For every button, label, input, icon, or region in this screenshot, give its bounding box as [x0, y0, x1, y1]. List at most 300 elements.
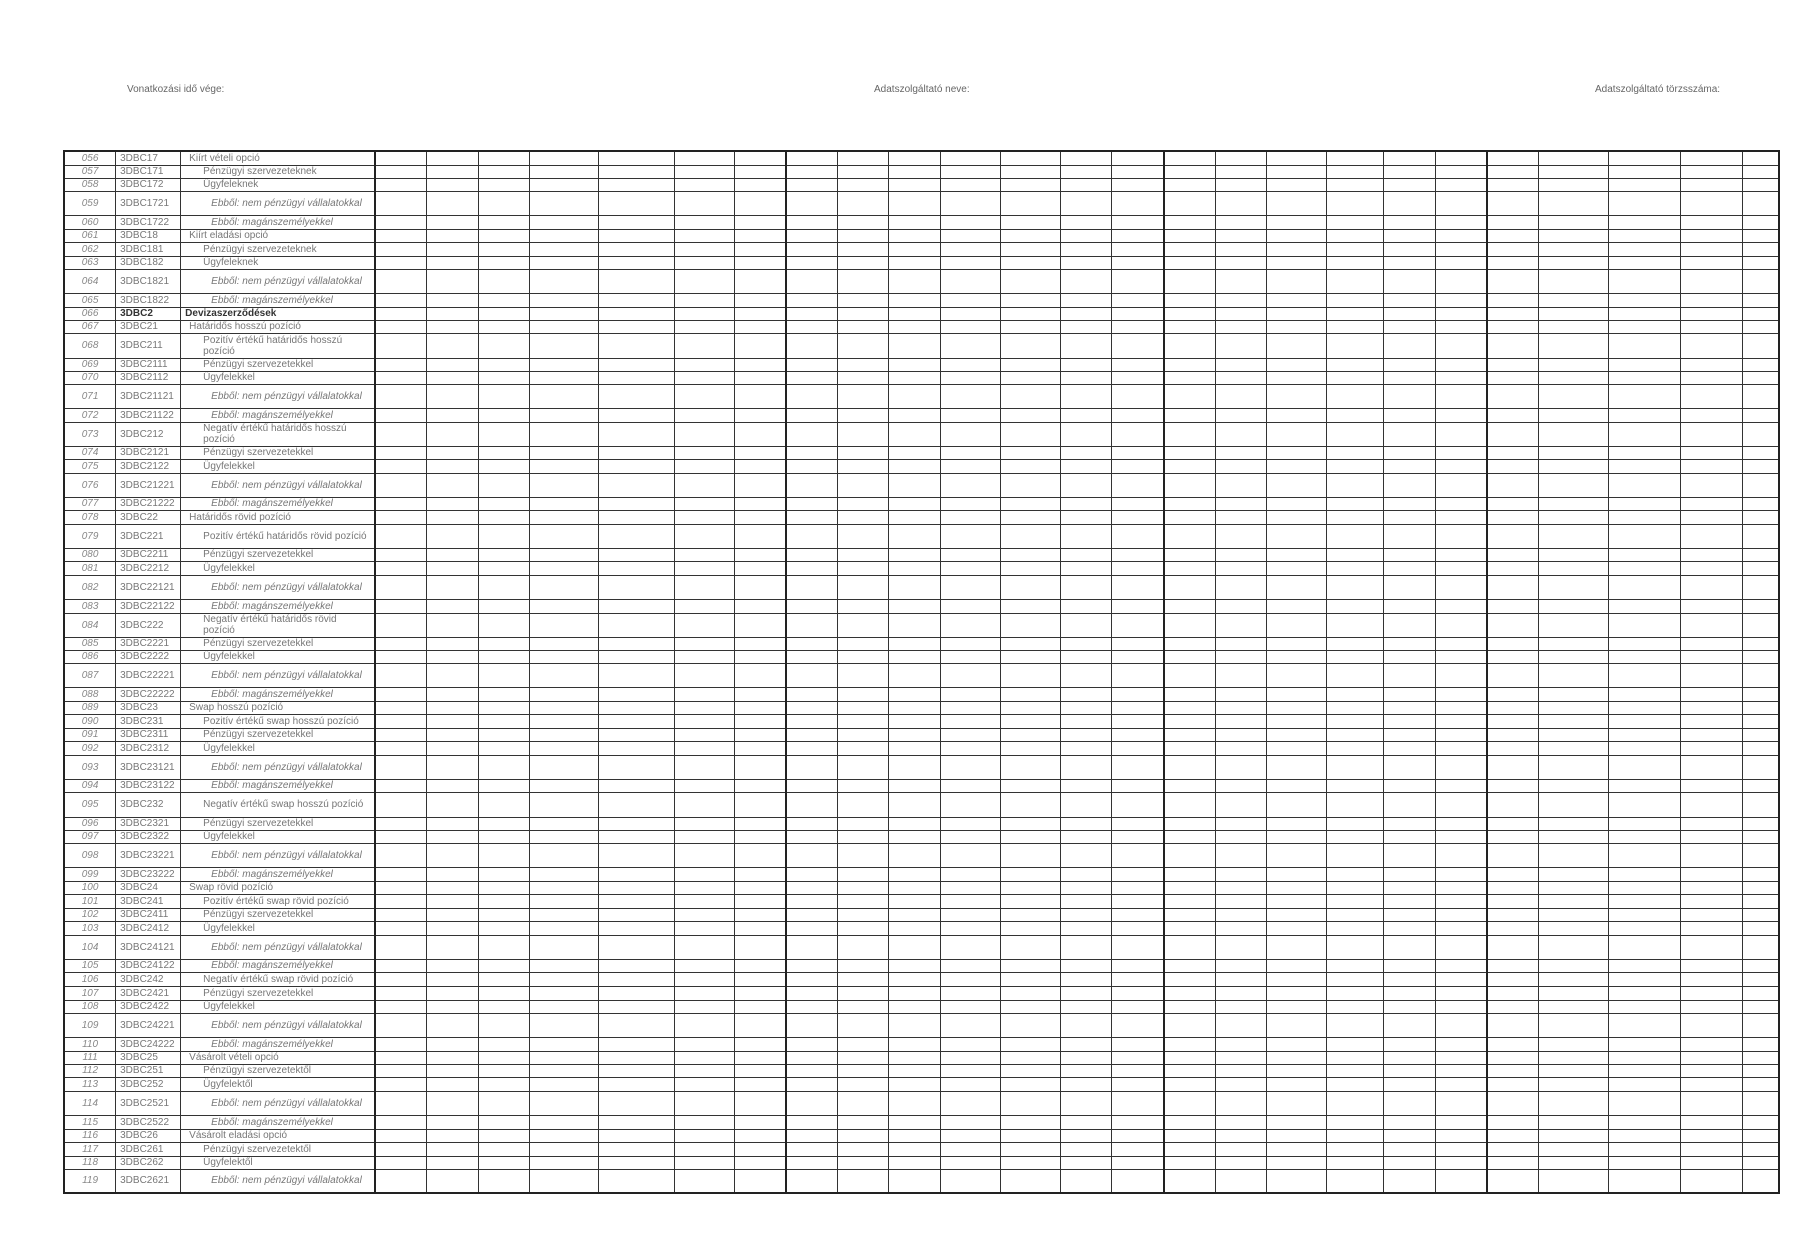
value-cell[interactable] [1435, 408, 1487, 422]
value-cell[interactable] [1000, 1013, 1060, 1037]
value-cell[interactable] [1164, 242, 1216, 256]
value-cell[interactable] [1000, 1064, 1060, 1077]
value-cell[interactable] [1538, 165, 1608, 178]
value-cell[interactable] [1681, 1169, 1743, 1193]
value-cell[interactable] [1538, 215, 1608, 229]
value-cell[interactable] [1215, 333, 1267, 358]
value-cell[interactable] [1327, 575, 1384, 599]
value-cell[interactable] [786, 779, 838, 792]
value-cell[interactable] [1327, 1091, 1384, 1115]
value-cell[interactable] [1609, 972, 1681, 986]
value-cell[interactable] [1112, 561, 1164, 575]
value-cell[interactable] [1060, 714, 1112, 728]
value-cell[interactable] [1000, 650, 1060, 663]
value-cell[interactable] [1215, 792, 1267, 817]
value-cell[interactable] [530, 908, 599, 921]
value-cell[interactable] [1383, 548, 1435, 561]
value-cell[interactable] [375, 178, 427, 191]
value-cell[interactable] [889, 307, 941, 320]
value-cell[interactable] [837, 894, 889, 908]
value-cell[interactable] [1164, 867, 1216, 881]
value-cell[interactable] [1112, 755, 1164, 779]
value-cell[interactable] [1383, 269, 1435, 293]
value-cell[interactable] [1327, 510, 1384, 524]
value-cell[interactable] [530, 650, 599, 663]
value-cell[interactable] [1435, 510, 1487, 524]
value-cell[interactable] [1164, 741, 1216, 755]
value-cell[interactable] [478, 1013, 530, 1037]
value-cell[interactable] [1435, 358, 1487, 371]
value-cell[interactable] [478, 446, 530, 459]
value-cell[interactable] [1609, 741, 1681, 755]
value-cell[interactable] [1267, 459, 1327, 473]
value-cell[interactable] [1164, 510, 1216, 524]
value-cell[interactable] [1435, 473, 1487, 497]
value-cell[interactable] [1215, 701, 1267, 714]
value-cell[interactable] [941, 843, 1001, 867]
value-cell[interactable] [1435, 881, 1487, 894]
value-cell[interactable] [1164, 320, 1216, 333]
value-cell[interactable] [1112, 371, 1164, 384]
value-cell[interactable] [1000, 384, 1060, 408]
value-cell[interactable] [1538, 1156, 1608, 1169]
value-cell[interactable] [1538, 178, 1608, 191]
value-cell[interactable] [375, 843, 427, 867]
value-cell[interactable] [1215, 459, 1267, 473]
value-cell[interactable] [1435, 714, 1487, 728]
value-cell[interactable] [1112, 191, 1164, 215]
value-cell[interactable] [1609, 894, 1681, 908]
value-cell[interactable] [1060, 229, 1112, 242]
value-cell[interactable] [1487, 256, 1539, 269]
value-cell[interactable] [837, 561, 889, 575]
value-cell[interactable] [1327, 1037, 1384, 1051]
value-cell[interactable] [478, 510, 530, 524]
value-cell[interactable] [1538, 843, 1608, 867]
value-cell[interactable] [1383, 575, 1435, 599]
value-cell[interactable] [734, 908, 786, 921]
value-cell[interactable] [786, 1051, 838, 1064]
value-cell[interactable] [1435, 1115, 1487, 1129]
value-cell[interactable] [889, 728, 941, 741]
value-cell[interactable] [1681, 817, 1743, 830]
value-cell[interactable] [941, 561, 1001, 575]
value-cell[interactable] [426, 1142, 478, 1156]
value-cell[interactable] [941, 637, 1001, 650]
value-cell[interactable] [1681, 1051, 1743, 1064]
value-cell[interactable] [1435, 663, 1487, 687]
value-cell[interactable] [837, 1115, 889, 1129]
value-cell[interactable] [375, 524, 427, 548]
value-cell[interactable] [734, 575, 786, 599]
value-cell[interactable] [1487, 422, 1539, 446]
value-cell[interactable] [1487, 178, 1539, 191]
value-cell[interactable] [599, 1142, 674, 1156]
value-cell[interactable] [1215, 894, 1267, 908]
value-cell[interactable] [1743, 497, 1779, 510]
value-cell[interactable] [1112, 663, 1164, 687]
value-cell[interactable] [1538, 921, 1608, 935]
value-cell[interactable] [1435, 741, 1487, 755]
value-cell[interactable] [1538, 293, 1608, 307]
value-cell[interactable] [1743, 687, 1779, 701]
value-cell[interactable] [889, 1013, 941, 1037]
value-cell[interactable] [1743, 561, 1779, 575]
value-cell[interactable] [674, 473, 734, 497]
value-cell[interactable] [530, 422, 599, 446]
value-cell[interactable] [1609, 687, 1681, 701]
value-cell[interactable] [530, 1037, 599, 1051]
value-cell[interactable] [1267, 921, 1327, 935]
value-cell[interactable] [1743, 178, 1779, 191]
value-cell[interactable] [1681, 1156, 1743, 1169]
value-cell[interactable] [1267, 408, 1327, 422]
value-cell[interactable] [1609, 1077, 1681, 1091]
value-cell[interactable] [889, 561, 941, 575]
value-cell[interactable] [1435, 215, 1487, 229]
value-cell[interactable] [1609, 935, 1681, 959]
value-cell[interactable] [1327, 728, 1384, 741]
value-cell[interactable] [1327, 191, 1384, 215]
value-cell[interactable] [530, 701, 599, 714]
value-cell[interactable] [1487, 1156, 1539, 1169]
value-cell[interactable] [530, 229, 599, 242]
value-cell[interactable] [837, 881, 889, 894]
value-cell[interactable] [1681, 687, 1743, 701]
value-cell[interactable] [1538, 242, 1608, 256]
value-cell[interactable] [1383, 510, 1435, 524]
value-cell[interactable] [1743, 1169, 1779, 1193]
value-cell[interactable] [1743, 701, 1779, 714]
value-cell[interactable] [1000, 215, 1060, 229]
value-cell[interactable] [1681, 921, 1743, 935]
value-cell[interactable] [1267, 151, 1327, 165]
value-cell[interactable] [599, 714, 674, 728]
value-cell[interactable] [599, 986, 674, 1000]
value-cell[interactable] [1743, 307, 1779, 320]
value-cell[interactable] [1327, 714, 1384, 728]
value-cell[interactable] [1609, 497, 1681, 510]
value-cell[interactable] [941, 1169, 1001, 1193]
value-cell[interactable] [1267, 599, 1327, 613]
value-cell[interactable] [375, 894, 427, 908]
value-cell[interactable] [1538, 755, 1608, 779]
value-cell[interactable] [674, 894, 734, 908]
value-cell[interactable] [426, 894, 478, 908]
value-cell[interactable] [1383, 650, 1435, 663]
value-cell[interactable] [1060, 215, 1112, 229]
value-cell[interactable] [1487, 561, 1539, 575]
value-cell[interactable] [1487, 817, 1539, 830]
value-cell[interactable] [1383, 1169, 1435, 1193]
value-cell[interactable] [941, 408, 1001, 422]
value-cell[interactable] [1164, 269, 1216, 293]
value-cell[interactable] [478, 561, 530, 575]
value-cell[interactable] [1743, 908, 1779, 921]
value-cell[interactable] [530, 1013, 599, 1037]
value-cell[interactable] [1060, 741, 1112, 755]
value-cell[interactable] [1743, 269, 1779, 293]
value-cell[interactable] [1609, 269, 1681, 293]
value-cell[interactable] [1435, 972, 1487, 986]
value-cell[interactable] [478, 242, 530, 256]
value-cell[interactable] [1681, 561, 1743, 575]
value-cell[interactable] [1215, 510, 1267, 524]
value-cell[interactable] [1435, 1037, 1487, 1051]
value-cell[interactable] [1267, 1129, 1327, 1142]
value-cell[interactable] [1487, 959, 1539, 972]
value-cell[interactable] [734, 307, 786, 320]
value-cell[interactable] [674, 151, 734, 165]
value-cell[interactable] [1164, 1000, 1216, 1013]
value-cell[interactable] [1267, 843, 1327, 867]
value-cell[interactable] [1609, 613, 1681, 637]
value-cell[interactable] [1164, 307, 1216, 320]
value-cell[interactable] [375, 1115, 427, 1129]
value-cell[interactable] [674, 1013, 734, 1037]
value-cell[interactable] [1435, 1051, 1487, 1064]
value-cell[interactable] [1000, 894, 1060, 908]
value-cell[interactable] [599, 1000, 674, 1013]
value-cell[interactable] [1000, 613, 1060, 637]
value-cell[interactable] [599, 561, 674, 575]
value-cell[interactable] [1609, 663, 1681, 687]
value-cell[interactable] [375, 191, 427, 215]
value-cell[interactable] [1609, 881, 1681, 894]
value-cell[interactable] [1267, 908, 1327, 921]
value-cell[interactable] [530, 1129, 599, 1142]
value-cell[interactable] [1327, 1115, 1384, 1129]
value-cell[interactable] [1060, 473, 1112, 497]
value-cell[interactable] [530, 1000, 599, 1013]
value-cell[interactable] [1000, 867, 1060, 881]
value-cell[interactable] [426, 548, 478, 561]
value-cell[interactable] [1164, 701, 1216, 714]
value-cell[interactable] [1743, 422, 1779, 446]
value-cell[interactable] [786, 613, 838, 637]
value-cell[interactable] [1215, 1064, 1267, 1077]
value-cell[interactable] [674, 1000, 734, 1013]
value-cell[interactable] [375, 714, 427, 728]
value-cell[interactable] [1327, 165, 1384, 178]
value-cell[interactable] [530, 1051, 599, 1064]
value-cell[interactable] [1487, 548, 1539, 561]
value-cell[interactable] [1681, 741, 1743, 755]
value-cell[interactable] [1435, 1077, 1487, 1091]
value-cell[interactable] [1327, 229, 1384, 242]
value-cell[interactable] [1112, 1115, 1164, 1129]
value-cell[interactable] [1060, 1077, 1112, 1091]
value-cell[interactable] [1000, 307, 1060, 320]
value-cell[interactable] [599, 1091, 674, 1115]
value-cell[interactable] [1681, 524, 1743, 548]
value-cell[interactable] [941, 422, 1001, 446]
value-cell[interactable] [1164, 817, 1216, 830]
value-cell[interactable] [1215, 881, 1267, 894]
value-cell[interactable] [1487, 921, 1539, 935]
value-cell[interactable] [530, 1156, 599, 1169]
value-cell[interactable] [1327, 972, 1384, 986]
value-cell[interactable] [426, 599, 478, 613]
value-cell[interactable] [1538, 320, 1608, 333]
value-cell[interactable] [599, 779, 674, 792]
value-cell[interactable] [1609, 473, 1681, 497]
value-cell[interactable] [1681, 867, 1743, 881]
value-cell[interactable] [1060, 408, 1112, 422]
value-cell[interactable] [375, 1051, 427, 1064]
value-cell[interactable] [1609, 1000, 1681, 1013]
value-cell[interactable] [786, 191, 838, 215]
value-cell[interactable] [1743, 1000, 1779, 1013]
value-cell[interactable] [1060, 613, 1112, 637]
value-cell[interactable] [530, 843, 599, 867]
value-cell[interactable] [941, 881, 1001, 894]
value-cell[interactable] [1681, 178, 1743, 191]
value-cell[interactable] [674, 817, 734, 830]
value-cell[interactable] [1327, 358, 1384, 371]
value-cell[interactable] [375, 1169, 427, 1193]
value-cell[interactable] [1609, 714, 1681, 728]
value-cell[interactable] [1487, 408, 1539, 422]
value-cell[interactable] [889, 408, 941, 422]
value-cell[interactable] [674, 358, 734, 371]
value-cell[interactable] [530, 894, 599, 908]
value-cell[interactable] [1112, 307, 1164, 320]
value-cell[interactable] [426, 1000, 478, 1013]
value-cell[interactable] [786, 422, 838, 446]
value-cell[interactable] [1383, 687, 1435, 701]
value-cell[interactable] [837, 256, 889, 269]
value-cell[interactable] [1487, 151, 1539, 165]
value-cell[interactable] [1112, 165, 1164, 178]
value-cell[interactable] [599, 215, 674, 229]
value-cell[interactable] [426, 191, 478, 215]
value-cell[interactable] [1743, 867, 1779, 881]
value-cell[interactable] [426, 510, 478, 524]
value-cell[interactable] [1060, 843, 1112, 867]
value-cell[interactable] [837, 687, 889, 701]
value-cell[interactable] [786, 755, 838, 779]
value-cell[interactable] [599, 613, 674, 637]
value-cell[interactable] [1681, 459, 1743, 473]
value-cell[interactable] [1164, 1013, 1216, 1037]
value-cell[interactable] [1000, 908, 1060, 921]
value-cell[interactable] [1112, 1169, 1164, 1193]
value-cell[interactable] [734, 650, 786, 663]
value-cell[interactable] [1164, 894, 1216, 908]
value-cell[interactable] [1215, 986, 1267, 1000]
value-cell[interactable] [1267, 959, 1327, 972]
value-cell[interactable] [530, 1169, 599, 1193]
value-cell[interactable] [599, 165, 674, 178]
value-cell[interactable] [1435, 561, 1487, 575]
value-cell[interactable] [530, 242, 599, 256]
value-cell[interactable] [734, 894, 786, 908]
value-cell[interactable] [1383, 1156, 1435, 1169]
value-cell[interactable] [1112, 935, 1164, 959]
value-cell[interactable] [1383, 384, 1435, 408]
value-cell[interactable] [1383, 972, 1435, 986]
value-cell[interactable] [478, 1169, 530, 1193]
value-cell[interactable] [1164, 843, 1216, 867]
value-cell[interactable] [426, 1169, 478, 1193]
value-cell[interactable] [1060, 446, 1112, 459]
value-cell[interactable] [478, 779, 530, 792]
value-cell[interactable] [941, 935, 1001, 959]
value-cell[interactable] [375, 473, 427, 497]
value-cell[interactable] [1112, 497, 1164, 510]
value-cell[interactable] [375, 599, 427, 613]
value-cell[interactable] [837, 1169, 889, 1193]
value-cell[interactable] [674, 728, 734, 741]
value-cell[interactable] [837, 333, 889, 358]
value-cell[interactable] [1060, 320, 1112, 333]
value-cell[interactable] [1538, 459, 1608, 473]
value-cell[interactable] [530, 384, 599, 408]
value-cell[interactable] [1112, 959, 1164, 972]
value-cell[interactable] [1000, 986, 1060, 1000]
value-cell[interactable] [1383, 1037, 1435, 1051]
value-cell[interactable] [1060, 701, 1112, 714]
value-cell[interactable] [599, 908, 674, 921]
value-cell[interactable] [1487, 881, 1539, 894]
value-cell[interactable] [1267, 663, 1327, 687]
value-cell[interactable] [1435, 637, 1487, 650]
value-cell[interactable] [674, 921, 734, 935]
value-cell[interactable] [1000, 881, 1060, 894]
value-cell[interactable] [786, 215, 838, 229]
value-cell[interactable] [530, 256, 599, 269]
value-cell[interactable] [1538, 384, 1608, 408]
value-cell[interactable] [1215, 830, 1267, 843]
value-cell[interactable] [1743, 459, 1779, 473]
value-cell[interactable] [734, 371, 786, 384]
value-cell[interactable] [1487, 371, 1539, 384]
value-cell[interactable] [1000, 358, 1060, 371]
value-cell[interactable] [1609, 524, 1681, 548]
value-cell[interactable] [375, 881, 427, 894]
value-cell[interactable] [1112, 358, 1164, 371]
value-cell[interactable] [1681, 637, 1743, 650]
value-cell[interactable] [1538, 510, 1608, 524]
value-cell[interactable] [889, 701, 941, 714]
value-cell[interactable] [426, 881, 478, 894]
value-cell[interactable] [1112, 384, 1164, 408]
value-cell[interactable] [599, 881, 674, 894]
value-cell[interactable] [1327, 422, 1384, 446]
value-cell[interactable] [375, 269, 427, 293]
value-cell[interactable] [1215, 637, 1267, 650]
value-cell[interactable] [1538, 497, 1608, 510]
value-cell[interactable] [426, 755, 478, 779]
value-cell[interactable] [889, 1156, 941, 1169]
value-cell[interactable] [1538, 1091, 1608, 1115]
value-cell[interactable] [941, 473, 1001, 497]
value-cell[interactable] [1112, 728, 1164, 741]
value-cell[interactable] [1060, 358, 1112, 371]
value-cell[interactable] [1538, 229, 1608, 242]
value-cell[interactable] [1267, 307, 1327, 320]
value-cell[interactable] [1327, 1142, 1384, 1156]
value-cell[interactable] [837, 215, 889, 229]
value-cell[interactable] [1538, 650, 1608, 663]
value-cell[interactable] [889, 663, 941, 687]
value-cell[interactable] [1164, 613, 1216, 637]
value-cell[interactable] [1060, 269, 1112, 293]
value-cell[interactable] [426, 358, 478, 371]
value-cell[interactable] [1609, 779, 1681, 792]
value-cell[interactable] [375, 215, 427, 229]
